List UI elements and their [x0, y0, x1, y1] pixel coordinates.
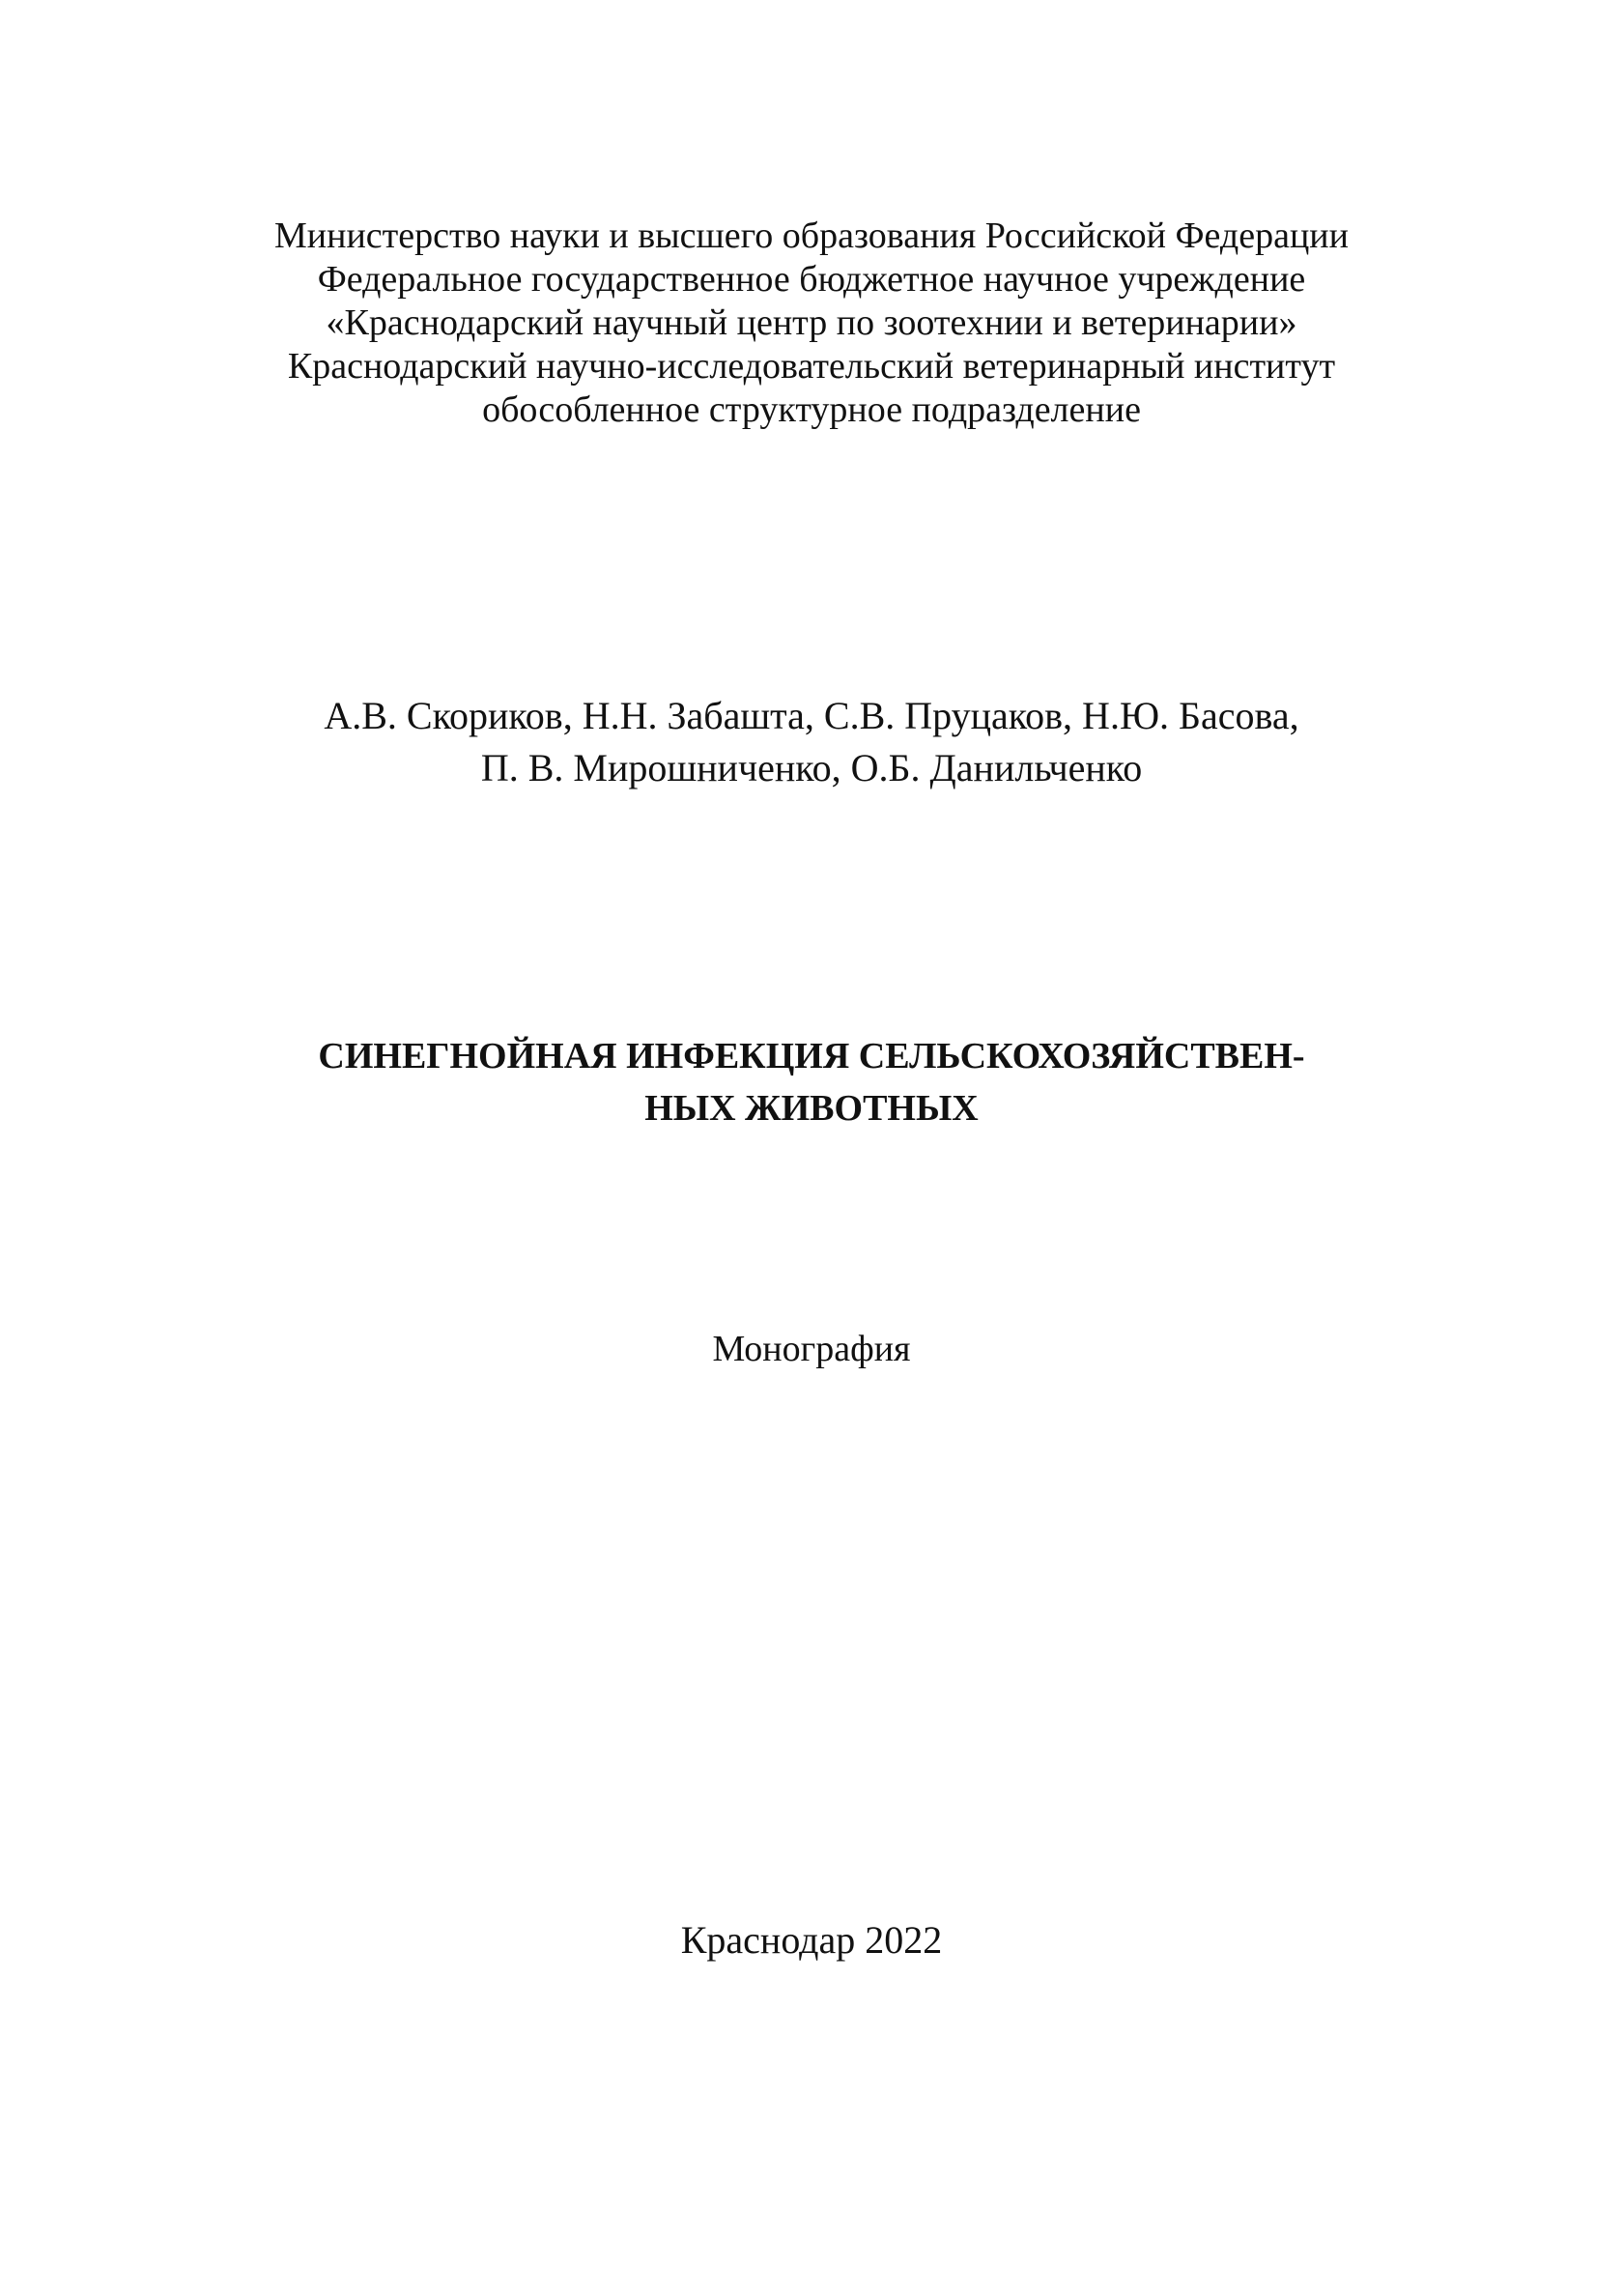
authors-line-2: П. В. Мирошниченко, О.Б. Данильченко [480, 746, 1143, 789]
institution-line-research-center: «Краснодарский научный центр по зоотехнии и ветеринарии» [326, 302, 1297, 343]
book-title [0, 1030, 1623, 1134]
institution-line-ministry: Министерство науки и высшего образования Российской Федерации [274, 215, 1349, 256]
book-title-line-2: НЫХ ЖИВОТНЫХ [644, 1088, 979, 1129]
publication-type: Монография [712, 1329, 911, 1369]
authors-line-1: А.В. Скориков, Н.Н. Забашта, С.В. Пруцаков, Н.Ю. Басова, [324, 694, 1299, 737]
institution-line-veterinary-institute: Краснодарский научно-исследовательский ветеринарный институт [287, 346, 1336, 387]
institution-header [0, 215, 1623, 432]
book-title-line-1: СИНЕГНОЙНАЯ ИНФЕКЦИЯ СЕЛЬСКОХОЗЯЙСТВЕН- [318, 1036, 1305, 1076]
institution-line-federal-institution: Федеральное государственное бюджетное научное учреждение [317, 259, 1306, 300]
authors-list [0, 690, 1623, 794]
publication-place-year: Краснодар 2022 [680, 1918, 943, 1962]
institution-line-subdivision: обособленное структурное подразделение [482, 389, 1141, 430]
